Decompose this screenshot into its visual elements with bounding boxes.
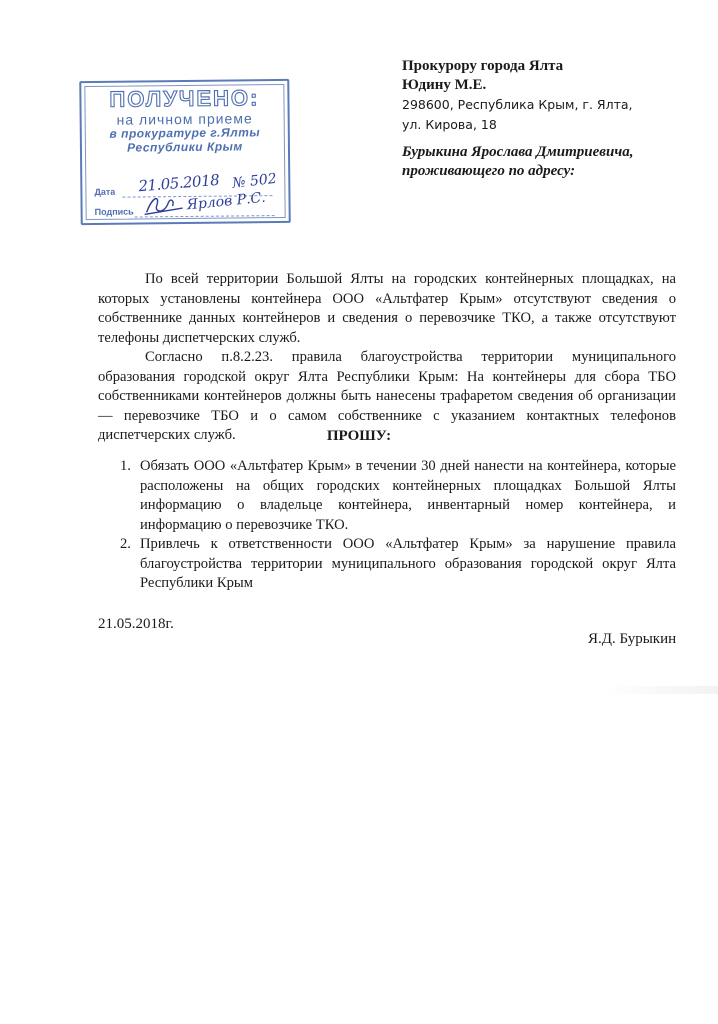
list-item-number: 2. [120, 536, 131, 552]
request-list [120, 457, 676, 594]
addressee-name: Юдину М.Е. [402, 77, 487, 93]
list-item [120, 457, 676, 535]
addressee-title: Прокурору города Ялта [402, 58, 564, 74]
sender-block [402, 143, 702, 181]
stamp-sign-label: Подпись [94, 206, 134, 217]
request-heading: ПРОШУ: [326, 428, 392, 444]
scan-artifact [600, 686, 718, 694]
handwritten-number: № 502 [231, 170, 278, 192]
document-date: 21.05.2018г. [98, 616, 174, 632]
sender-name: Бурыкина Ярослава Дмитриевича, [402, 144, 634, 160]
handwritten-date: 21.05.2018 [137, 170, 220, 196]
stamp-line-2: в прокуратуре г.Ялты [109, 125, 261, 141]
addressee-address-2: ул. Кирова, 18 [402, 117, 497, 132]
addressee-block [402, 57, 702, 135]
received-stamp [79, 79, 290, 225]
addressee-address-1: 298600, Республика Крым, г. Ялта, [402, 97, 633, 112]
stamp-title: ПОЛУЧЕНО: [109, 85, 260, 112]
stamp-line-1: на личном приеме [116, 110, 253, 128]
sender-address-label: проживающего по адресу: [402, 163, 576, 179]
handwritten-signature-name: Ярлов Р.С. [185, 189, 267, 214]
stamp-date-label: Дата [94, 186, 116, 197]
list-item-text: Обязать ООО «Альтфатер Крым» в течении 30 дней нанести на контейнера, которые расположены на общих городских контейнерных площадках Большой Ялты информацию о владельце контейнера, инвентарный номер контейнера, и информацию о перевозчике ТКО. [140, 458, 676, 533]
paragraph-1: По всей территории Большой Ялты на городских контейнерных площадках, на которых установлены контейнера ООО «Альтфатер Крым» отсутствуют сведения о собственнике данных контейнеров и сведения о перевозчике ТКО, а также отсутствуют телефоны диспетчерских служб. [98, 271, 676, 346]
paragraph-2: Согласно п.8.2.23. правила благоустройства территории муниципального образования городской округ Ялта Республики Крым: На контейнеры для сбора ТБО собственниками контейнеров должны быть нанесены трафаретом сведения об организации — перевозчике ТБО и о самом собственнике с указанием контактных телефонов диспетчерских служб. [98, 349, 676, 443]
list-item [120, 535, 676, 594]
list-item-text: Привлечь к ответственности ООО «Альтфатер Крым» за нарушение правила благоустройства территории муниципального образования городской округ Ялта Республики Крым [140, 536, 676, 591]
signature-scribble-icon [142, 192, 186, 218]
list-item-number: 1. [120, 458, 131, 474]
signer-name: Я.Д. Бурыкин [588, 631, 677, 647]
stamp-line-3: Республики Крым [127, 139, 243, 155]
document-body [98, 270, 676, 446]
